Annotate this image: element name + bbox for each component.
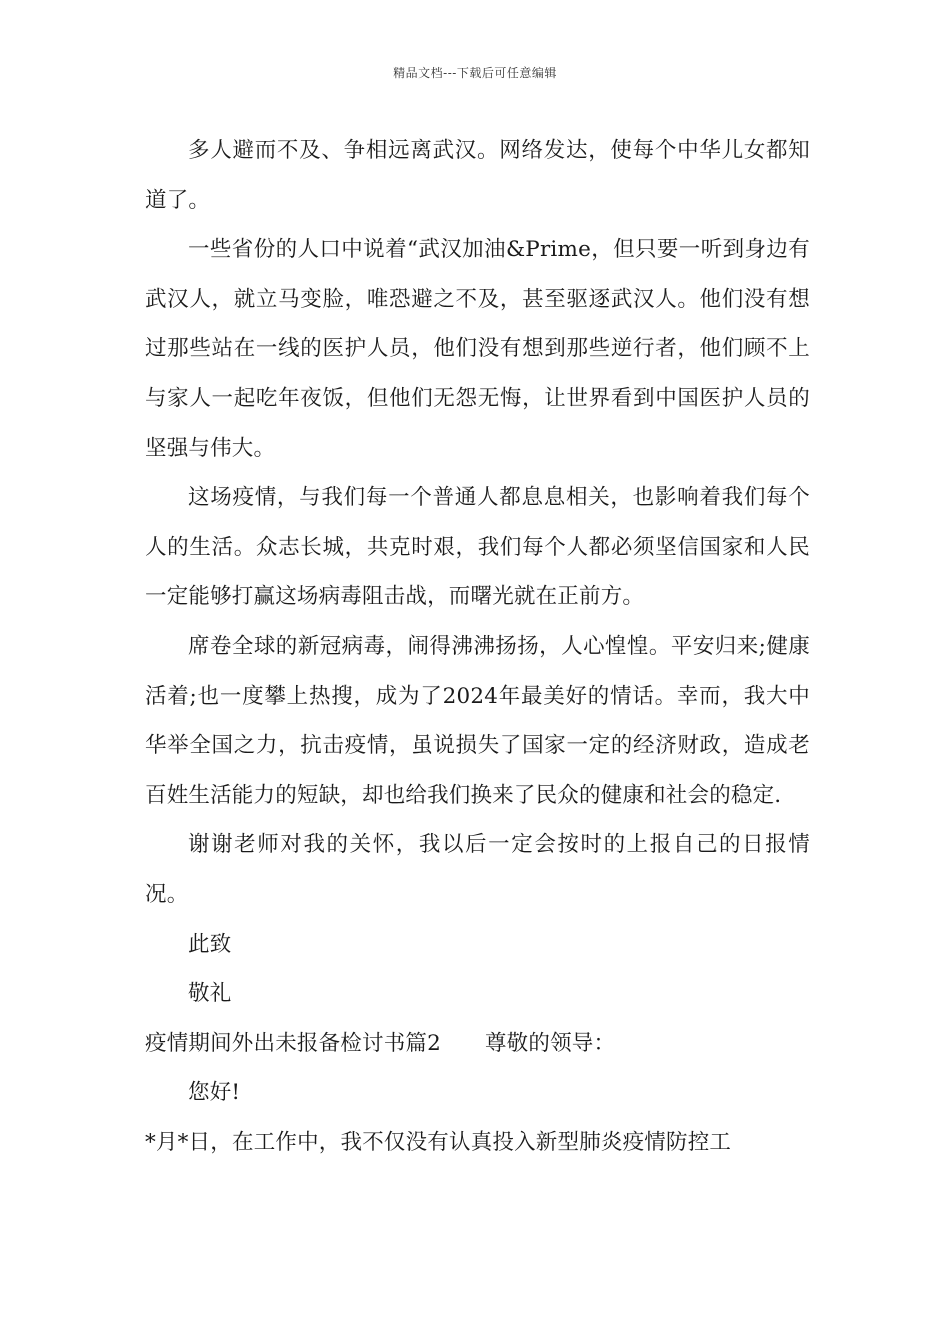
document-body — [145, 126, 810, 1167]
closing-line-2: 敬礼 — [188, 981, 232, 1007]
salutation: 尊敬的领导： — [484, 1030, 616, 1056]
paragraph-3: 这场疫情，与我们每一个普通人都息息相关，也影响着我们每个人的生活。众志长城，共克时艰，我们每个人都必须坚信国家和人民一定能够打赢这场病毒阻击战，而曙光就在正前方。 — [145, 485, 810, 610]
section-title: 疫情期间外出未报备检讨书篇2 — [145, 1030, 441, 1056]
paragraph-last: *月*日，在工作中，我不仅没有认真投入新型肺炎疫情防控工 — [145, 1129, 732, 1155]
paragraph-2: 一些省份的人口中说着“武汉加油&Prime，但只要一听到身边有武汉人，就立马变脸，唯恐避之不及，甚至驱逐武汉人。他们没有想过那些站在一线的医护人员，他们没有想到那些逆行者，他们顾不上与家人一起吃年夜饭，但他们无怨无悔，让世界看到中国医护人员的坚强与伟大。 — [145, 237, 810, 461]
paragraph-1: 多人避而不及、争相远离武汉。网络发达，使每个中华儿女都知道了。 — [145, 138, 810, 213]
section-heading-line — [145, 1019, 810, 1069]
page-header: 精品文档---下载后可任意编辑 — [393, 66, 557, 80]
closing-line-1: 此致 — [188, 931, 232, 957]
paragraph-4: 席卷全球的新冠病毒，闹得沸沸扬扬，人心惶惶。平安归来;健康活着;也一度攀上热搜，成为了2024年最美好的情话。幸而，我大中华举全国之力，抗击疫情，虽说损失了国家一定的经济财政，造成老百姓生活能力的短缺，却也给我们换来了民众的健康和社会的稳定. — [145, 633, 810, 808]
paragraph-5: 谢谢老师对我的关怀，我以后一定会按时的上报自己的日报情况。 — [145, 832, 810, 907]
greeting: 您好! — [188, 1080, 241, 1106]
